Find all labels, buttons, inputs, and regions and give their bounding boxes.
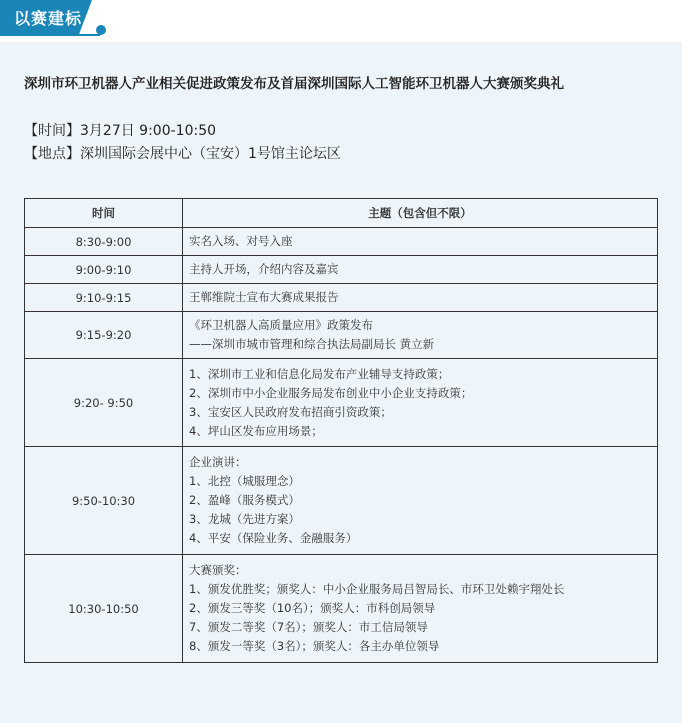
section-header [0,0,682,36]
section-title: 以赛建标 [14,9,83,28]
topic-line: ——深圳市城市管理和综合执法局副局长 黄立新 [189,337,435,351]
topic-line: 2、深圳市中小企业服务局发布创业中小企业支持政策； [189,385,473,400]
topic-line: 2、颁发三等奖（10名）；颁奖人：市科创局领导 [189,601,436,615]
event-time-label: 【时间】 [24,123,80,139]
event-time [24,120,216,140]
table-row [25,228,658,256]
table-row [25,284,658,312]
topic-line: 4、坪山区发布应用场景； [189,423,323,438]
row-topic [183,284,658,312]
table-row [25,447,658,555]
row-topic [183,447,658,555]
table-header-row [25,199,658,228]
table-row [25,312,658,359]
topic-line: 主持人开场，介绍内容及嘉宾 [189,262,339,276]
row-topic [183,555,658,663]
header-topic: 主题（包含但不限） [183,199,658,228]
event-time-value: 3月27日 9:00-10:50 [80,123,217,139]
topic-line: 4、平安（保险业务、金融服务） [189,531,358,545]
content-panel [0,42,682,723]
topic-line: 实名入场、对号入座 [189,234,293,248]
row-time: 9:00-9:10 [25,256,183,284]
schedule-table [24,198,658,663]
topic-line: 1、颁发优胜奖；颁奖人：中小企业服务局吕智局长、市环卫处赖宇翔处长 [189,582,565,596]
table-row [25,555,658,663]
event-title: 深圳市环卫机器人产业相关促进政策发布及首届深圳国际人工智能环卫机器人大赛颁奖典礼 [24,76,564,92]
event-place-label: 【地点】 [24,146,80,162]
topic-line: 《环卫机器人高质量应用》政策发布 [189,318,373,332]
table-row [25,256,658,284]
row-topic [183,256,658,284]
row-topic [183,228,658,256]
row-time: 9:50-10:30 [25,447,183,555]
row-time: 10:30-10:50 [25,555,183,663]
row-time: 8:30-9:00 [25,228,183,256]
topic-line: 3、宝安区人民政府发布招商引资政策； [189,404,392,419]
header-time: 时间 [25,199,183,228]
event-place-value: 深圳国际会展中心（宝安）1号馆主论坛区 [80,146,341,162]
topic-line: 7、颁发二等奖（7名）；颁奖人：市工信局领导 [189,620,428,634]
row-topic [183,359,658,447]
topic-line: 3、龙城（先进方案） [189,512,300,526]
row-topic [183,312,658,359]
schedule-body [25,228,658,663]
topic-line: 企业演讲： [189,455,247,469]
topic-line: 大赛颁奖： [189,563,247,577]
row-time: 9:10-9:15 [25,284,183,312]
topic-line: 1、北控（城服理念） [189,474,300,488]
topic-line: 8、颁发一等奖（3名）；颁奖人：各主办单位领导 [189,639,440,653]
header-underline [0,34,100,36]
row-time: 9:15-9:20 [25,312,183,359]
row-time: 9:20- 9:50 [25,359,183,447]
topic-line: 1、深圳市工业和信息化局发布产业辅导支持政策； [189,366,450,381]
event-place [24,143,341,163]
topic-line: 2、盈峰（服务模式） [189,493,300,507]
table-row [25,359,658,447]
topic-line: 王郸维院士宣布大赛成果报告 [189,290,339,304]
